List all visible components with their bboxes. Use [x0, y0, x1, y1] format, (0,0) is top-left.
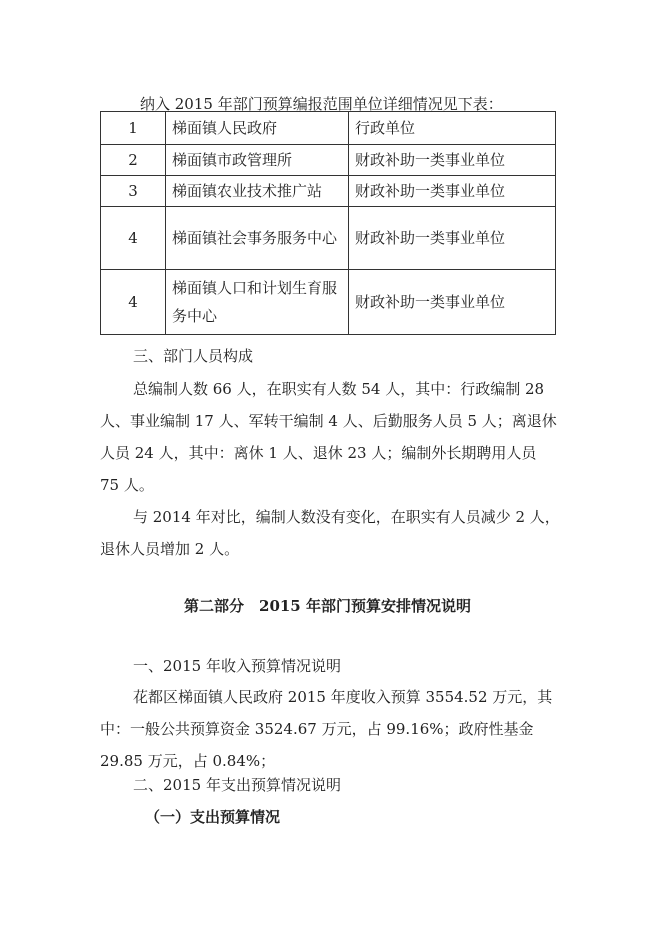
row-index: 1	[101, 112, 166, 145]
row-index: 4	[101, 270, 166, 335]
table-row	[101, 176, 556, 207]
table-intro: 纳入 2015 年部门预算编报范围单位详细情况见下表：	[140, 95, 503, 113]
unit-name: 梯面镇市政管理所	[166, 145, 349, 176]
row-index: 4	[101, 207, 166, 270]
row-index: 2	[101, 145, 166, 176]
unit-type: 财政补助一类事业单位	[349, 270, 556, 335]
unit-name: 梯面镇人口和计划生育服务中心	[166, 270, 349, 335]
staffing-paragraph: 总编制人数 66 人，在职实有人数 54 人，其中：行政编制 28 人、事业编制 17 人、军转干编制 4 人、后勤服务人员 5 人；离退休人员 24 人，其中：离休 1 人、退休 23 人；编制外长期聘用人员 75 人。	[100, 380, 557, 494]
part2-title: 第二部分 2015 年部门预算安排情况说明	[184, 597, 471, 615]
expense-subheading: （一）支出预算情况	[145, 808, 281, 826]
comparison-paragraph: 与 2014 年对比，编制人数没有变化，在职实有人员减少 2 人，退休人员增加 2 人。	[100, 508, 560, 558]
table-row	[101, 145, 556, 176]
unit-type: 行政单位	[349, 112, 556, 145]
unit-type: 财政补助一类事业单位	[349, 207, 556, 270]
unit-type: 财政补助一类事业单位	[349, 176, 556, 207]
unit-type: 财政补助一类事业单位	[349, 145, 556, 176]
unit-name: 梯面镇农业技术推广站	[166, 176, 349, 207]
row-index: 3	[101, 176, 166, 207]
section3-heading: 三、部门人员构成	[133, 347, 254, 365]
income-paragraph: 花都区梯面镇人民政府 2015 年度收入预算 3554.52 万元，其中：一般公共预算资金 3524.67 万元，占 99.16%；政府性基金 29.85 万元，占 0.84%；	[100, 688, 553, 770]
table-row	[101, 112, 556, 145]
budget-units-table	[100, 111, 556, 335]
income-heading: 一、2015 年收入预算情况说明	[133, 657, 341, 675]
table-row	[101, 207, 556, 270]
unit-name: 梯面镇人民政府	[166, 112, 349, 145]
expense-heading: 二、2015 年支出预算情况说明	[133, 776, 341, 794]
table-row	[101, 270, 556, 335]
unit-name: 梯面镇社会事务服务中心	[166, 207, 349, 270]
